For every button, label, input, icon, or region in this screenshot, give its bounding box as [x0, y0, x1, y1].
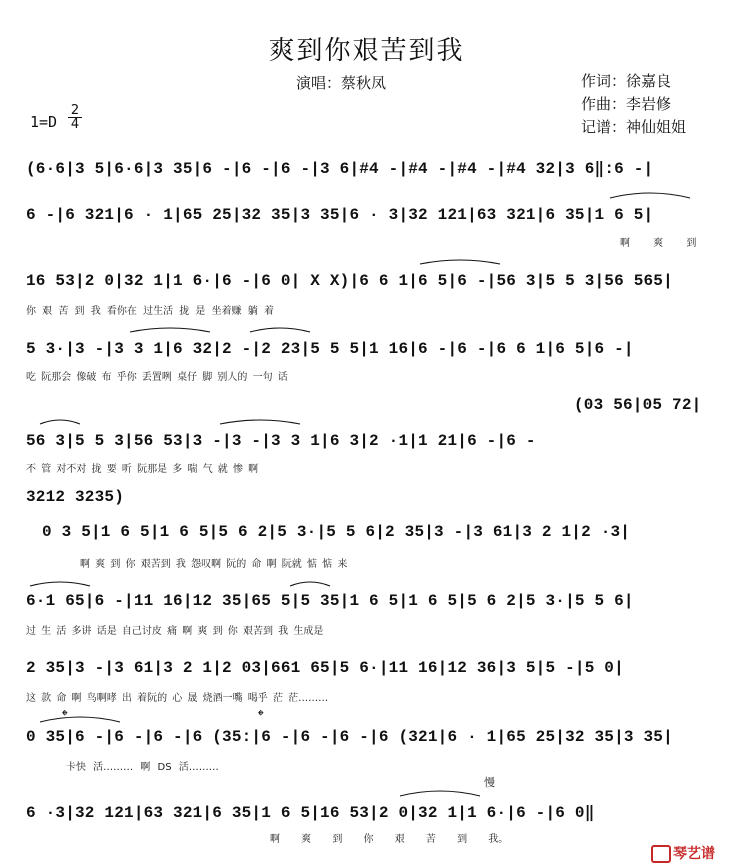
- qinyipu-logo-icon: [651, 845, 671, 863]
- score-row-10: 6 ·3|32 121|63 321|6 35|1 6 5|16 53|2 0|32 1|1 6·|6 -|6 0‖: [26, 804, 595, 822]
- score-row-5-fill: (03 56|05 72|: [574, 396, 702, 414]
- composer-credit: 作曲：李岩修: [581, 95, 672, 113]
- score-row-6-upper: 3212 3235): [26, 488, 125, 506]
- score-row-9: 0 35|6 -|6 -|6 -|6 (35:|6 -|6 -|6 -|6 (321|6 · 1|65 25|32 35|3 35|: [26, 728, 673, 746]
- score-row-3: 16 53|2 0|32 1|1 6·|6 -|6 0| X X)|6 6 1|6 5|6 -|56 3|5 5 3|56 565|: [26, 272, 673, 290]
- lyricist-credit: 作词：徐嘉良: [581, 72, 672, 90]
- score-row-5: 56 3|5 5 3|56 53|3 -|3 -|3 3 1|6 3|2 ·1|1 21|6 -|6 -: [26, 432, 536, 450]
- coda-sign-1: 𝄌: [62, 706, 68, 725]
- slur: [30, 582, 90, 586]
- lyric-row-6: 啊 爽 到 你 艰苦到 我 怨叹啊 阮的 命 啊 阮就 惦 惦 来: [80, 559, 348, 570]
- lyric-row-8: 这 款 命 啊 鸟啊哮 出 着阮的 心 晟 烧酒一嘴 喝乎 茫 茫………: [26, 693, 329, 704]
- score-row-4: 5 3·|3 -|3 3 1|6 32|2 -|2 23|5 5 5|1 16|6 -|6 -|6 6 1|6 5|6 -|: [26, 340, 634, 358]
- tempo-marking: 慢: [484, 776, 495, 789]
- lyric-row-10: 啊 爽 到 你 艰 苦 到 我。: [270, 834, 509, 845]
- key-signature: 1=D: [30, 113, 58, 131]
- score-row-7: 6·1 65|6 -|11 16|12 35|65 5|5 35|1 6 5|1 6 5|5 6 2|5 3·|5 5 6|: [26, 592, 634, 610]
- time-signature-bottom: 4: [70, 117, 80, 132]
- coda-sign-2: 𝄌: [258, 706, 264, 725]
- score-row-2: 6 -|6 321|6 · 1|65 25|32 35|3 35|6 · 3|32 121|63 321|6 35|1 6 5|: [26, 206, 654, 224]
- score-row-1: (6·6|3 5|6·6|3 35|6 -|6 -|6 -|3 6|#4 -|#4 -|#4 -|#4 32|3 6‖:6 -|: [26, 160, 654, 178]
- slur: [130, 328, 210, 332]
- watermark-text: 琴艺谱: [673, 846, 715, 862]
- singer-credit: 演唱：蔡秋凤: [296, 74, 387, 92]
- lyric-row-5: 不 管 对不对 拢 要 听 阮那是 多 喘 气 就 惨 啊: [26, 464, 259, 475]
- slur: [400, 791, 480, 796]
- lyric-row-2: 啊 爽 到: [620, 238, 697, 249]
- lyric-row-4: 吃 阮那会 像破 布 乎你 丢置咧 桌仔 脚 别人的 一句 话: [26, 372, 288, 383]
- time-signature-top: 2: [68, 104, 82, 118]
- watermark-logo: [651, 843, 715, 863]
- transcriber-credit: 记谱：神仙姐姐: [581, 118, 687, 136]
- lyric-row-7: 过 生 活 多讲 话是 自己讨皮 痛 啊 爽 到 你 艰苦到 我 生成是: [26, 626, 324, 637]
- score-row-6: 0 3 5|1 6 5|1 6 5|5 6 2|5 3·|5 5 6|2 35|3 -|3 61|3 2 1|2 ·3|: [42, 523, 631, 541]
- slur: [610, 193, 690, 198]
- slur: [40, 420, 80, 424]
- song-title: 爽到你艰苦到我: [268, 36, 465, 66]
- slur: [40, 717, 120, 722]
- slur: [250, 328, 310, 332]
- lyric-row-3: 你 艰 苦 到 我 看你在 过生活 拢 是 坐着赚 躺 着: [26, 306, 274, 317]
- lyric-row-9: 卡快 活……… 啊 DS 活………: [66, 762, 219, 773]
- slur: [290, 582, 330, 586]
- slur: [220, 420, 300, 424]
- score-row-8: 2 35|3 -|3 61|3 2 1|2 03|661 65|5 6·|11 16|12 36|3 5|5 -|5 0|: [26, 659, 624, 677]
- slur: [420, 260, 500, 264]
